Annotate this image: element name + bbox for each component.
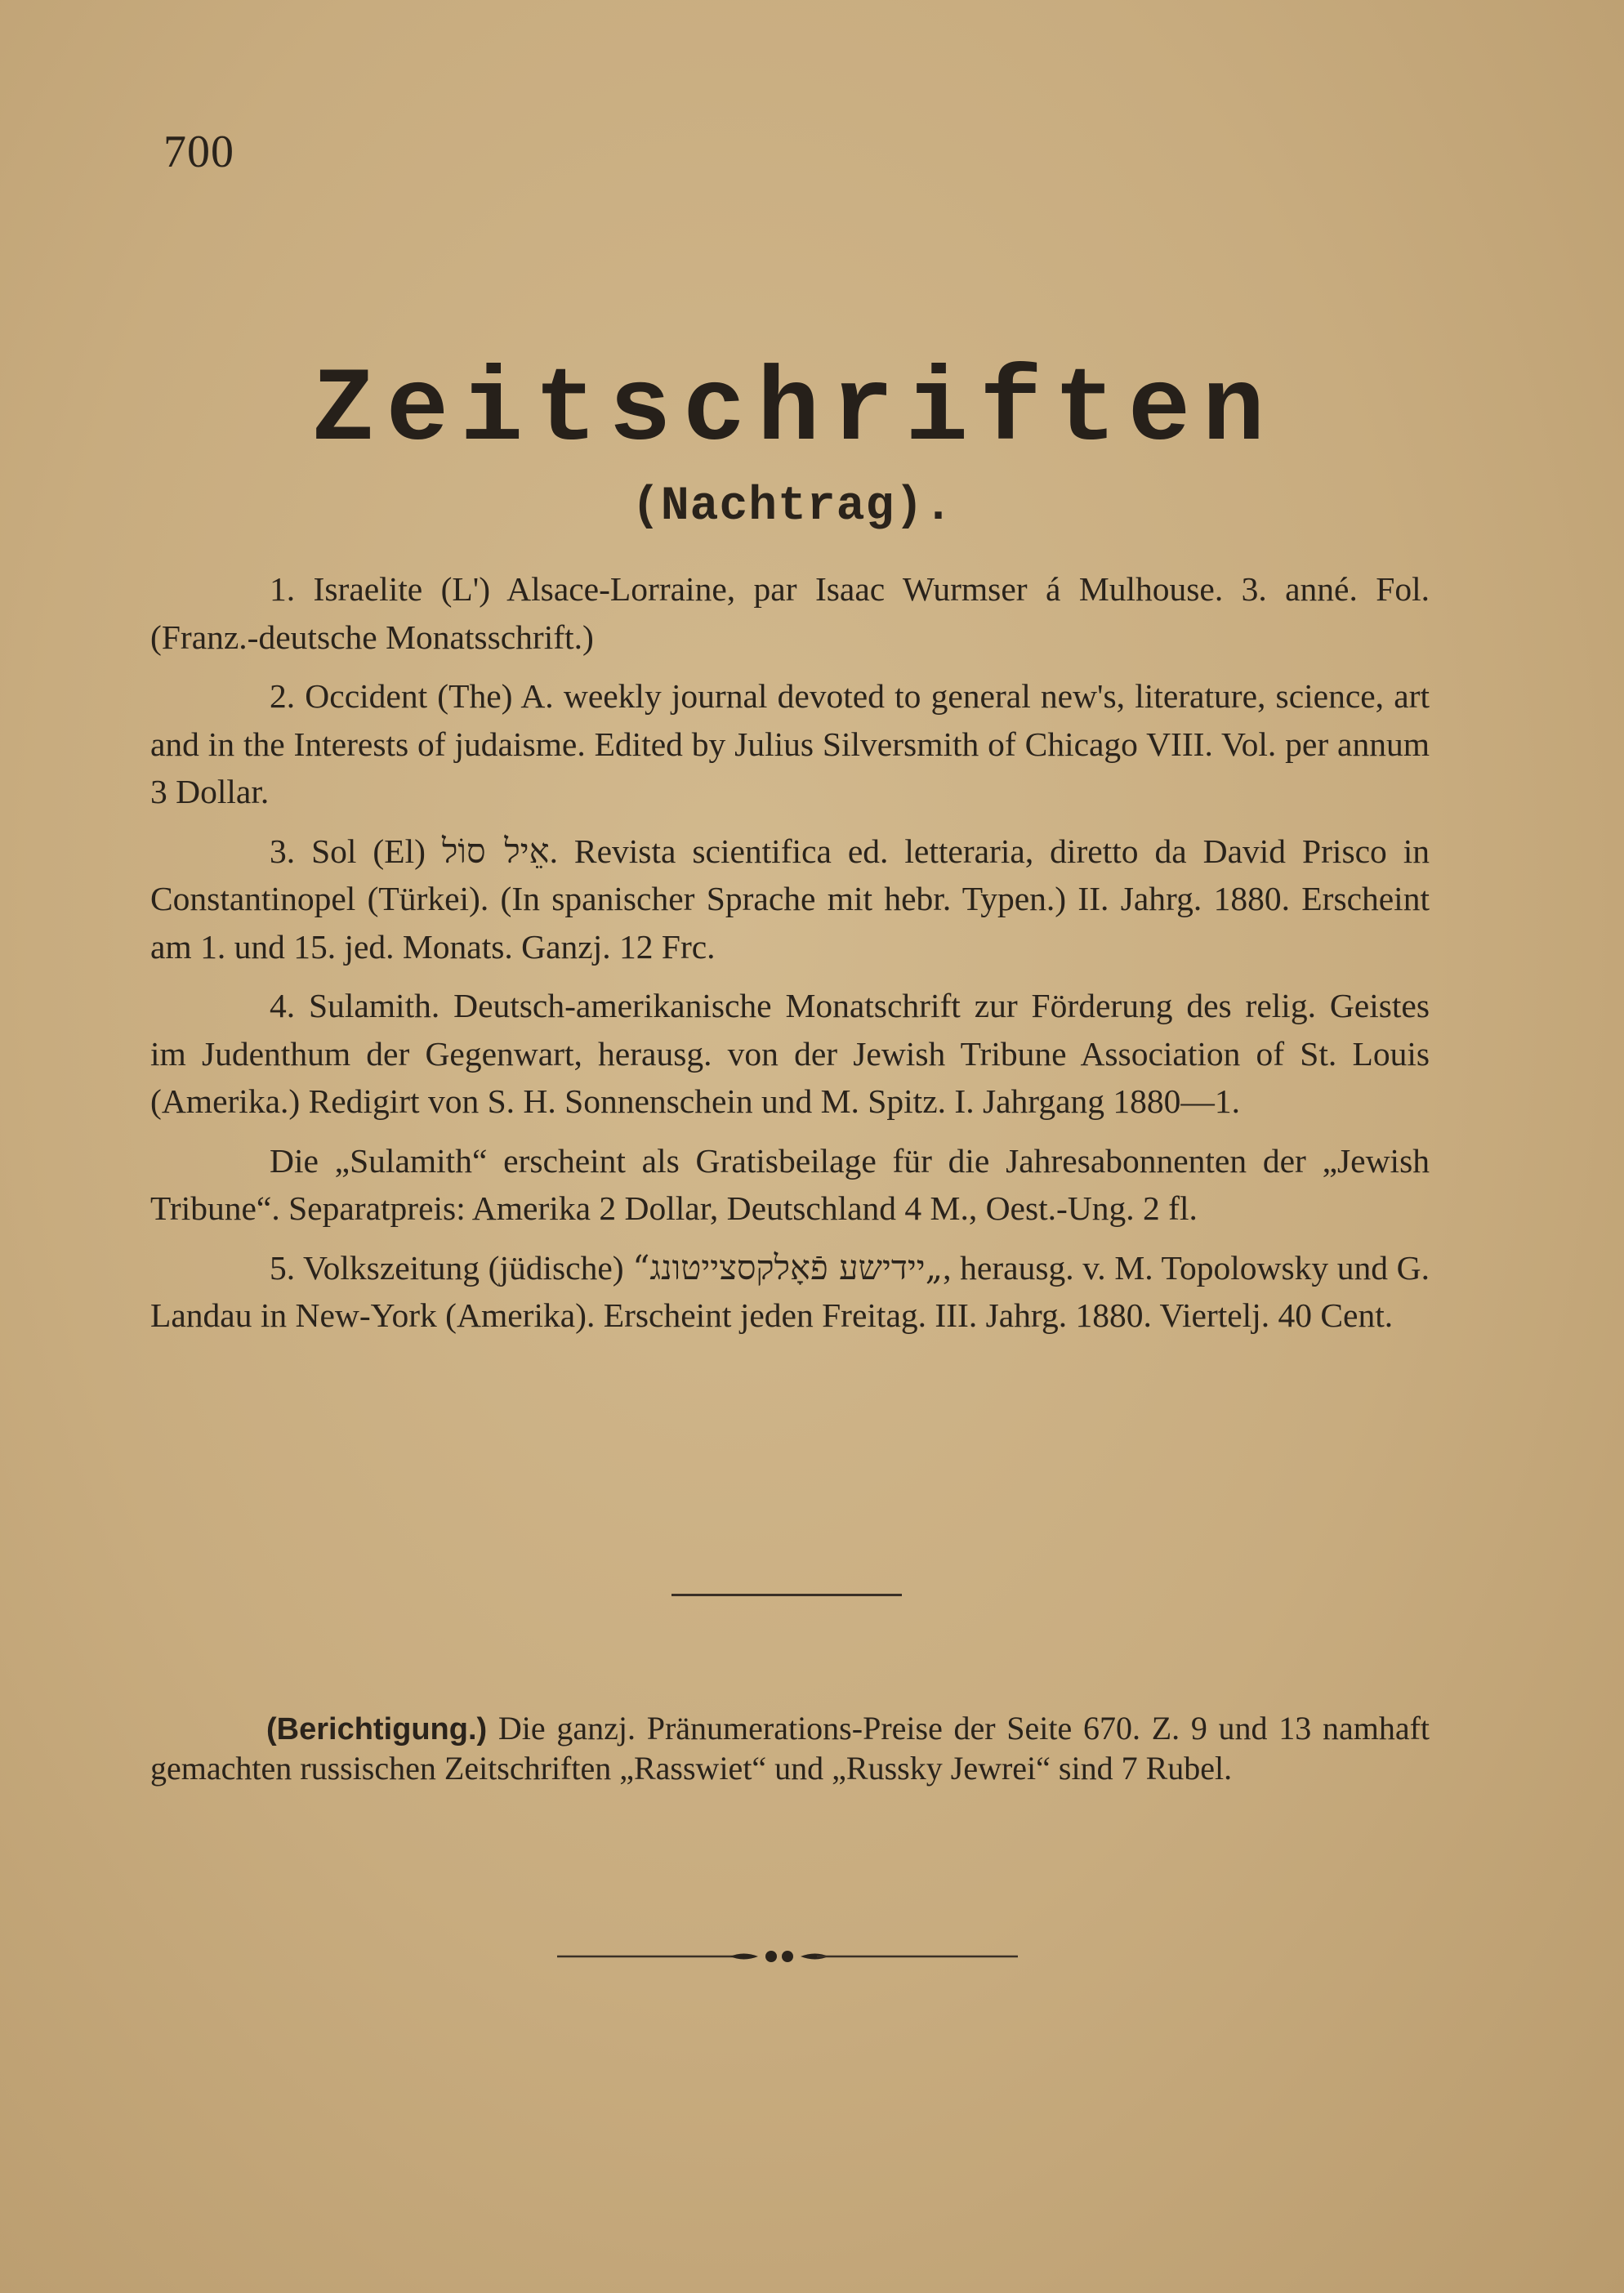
correction-note bbox=[150, 1709, 1430, 1788]
list-item bbox=[150, 565, 1430, 661]
periodicals-list bbox=[150, 565, 1430, 1351]
end-ornament bbox=[557, 1944, 1018, 1969]
entry-text: 3. Sol (El) bbox=[270, 832, 442, 870]
page-title: Zeitschriften bbox=[311, 352, 1277, 471]
entry-text: 4. Sulamith. Deutsch-amerikanische Monatschrift zur Förderung des relig. Geistes im Judenthum der Gegenwart, herausg. von der Jewish Tribune Association of St. Louis (Amerika.) Redigirt von S. H. Sonnenschein und M. Spitz. I. Jahrgang 1880—1. bbox=[150, 987, 1430, 1120]
page-subtitle: (Nachtrag). bbox=[631, 480, 953, 533]
list-item bbox=[150, 1244, 1430, 1340]
entry-text: , herausg. v. M. Topolowsky und G. Landau in New-York (Amerika). Erscheint jeden Freitag. III. Jahrg. 1880. Viertelj. 40 Cent. bbox=[150, 1248, 1430, 1334]
entry-text: Die „Sulamith“ erscheint als Gratisbeilage für die Jahresabonnenten der „Jewish Tribune“. Separatpreis: Amerika 2 Dollar, Deutschland 4 M., Oest.-Ung. 2 fl. bbox=[150, 1141, 1430, 1227]
correction-label: (Berichtigung.) bbox=[266, 1712, 488, 1747]
list-item bbox=[150, 672, 1430, 816]
correction-text: Die ganzj. Pränumerations-Preise der Seite 670. Z. 9 und 13 namhaft gemachten russischen Zeitschriften „Rasswiet“ und „Russky Jewrei“ sind 7 Rubel. bbox=[150, 1710, 1430, 1787]
entry-text: 1. Israelite (L') Alsace-Lorraine, par Isaac Wurmser á Mulhouse. 3. anné. Fol. (Franz.-deutsche Monatsschrift.) bbox=[150, 570, 1430, 656]
entry-text: . Revista scientifica ed. letteraria, diretto da David Prisco in Constantinopel (Türkei). (In spanischer Sprache mit hebr. Typen.) II. Jahrg. 1880. Erscheint am 1. und 15. jed. Monats. Ganzj. 12 Frc. bbox=[150, 832, 1430, 966]
hebrew-title: „יידישע פֿאָלקסצייטונג“ bbox=[632, 1247, 944, 1287]
page-number: 700 bbox=[163, 127, 234, 177]
entry-text: 2. Occident (The) A. weekly journal devoted to general new's, literature, science, art and in the Interests of judaisme. Edited by Julius Silversmith of Chicago VIII. Vol. per annum 3 Dollar. bbox=[150, 677, 1430, 810]
entry-text: 5. Volkszeitung (jüdische) bbox=[270, 1248, 633, 1287]
section-divider bbox=[671, 1594, 902, 1596]
list-item bbox=[150, 982, 1430, 1126]
list-item bbox=[150, 828, 1430, 971]
hebrew-title: אֵיל סוֹל bbox=[441, 830, 550, 871]
list-item-note bbox=[150, 1137, 1430, 1233]
